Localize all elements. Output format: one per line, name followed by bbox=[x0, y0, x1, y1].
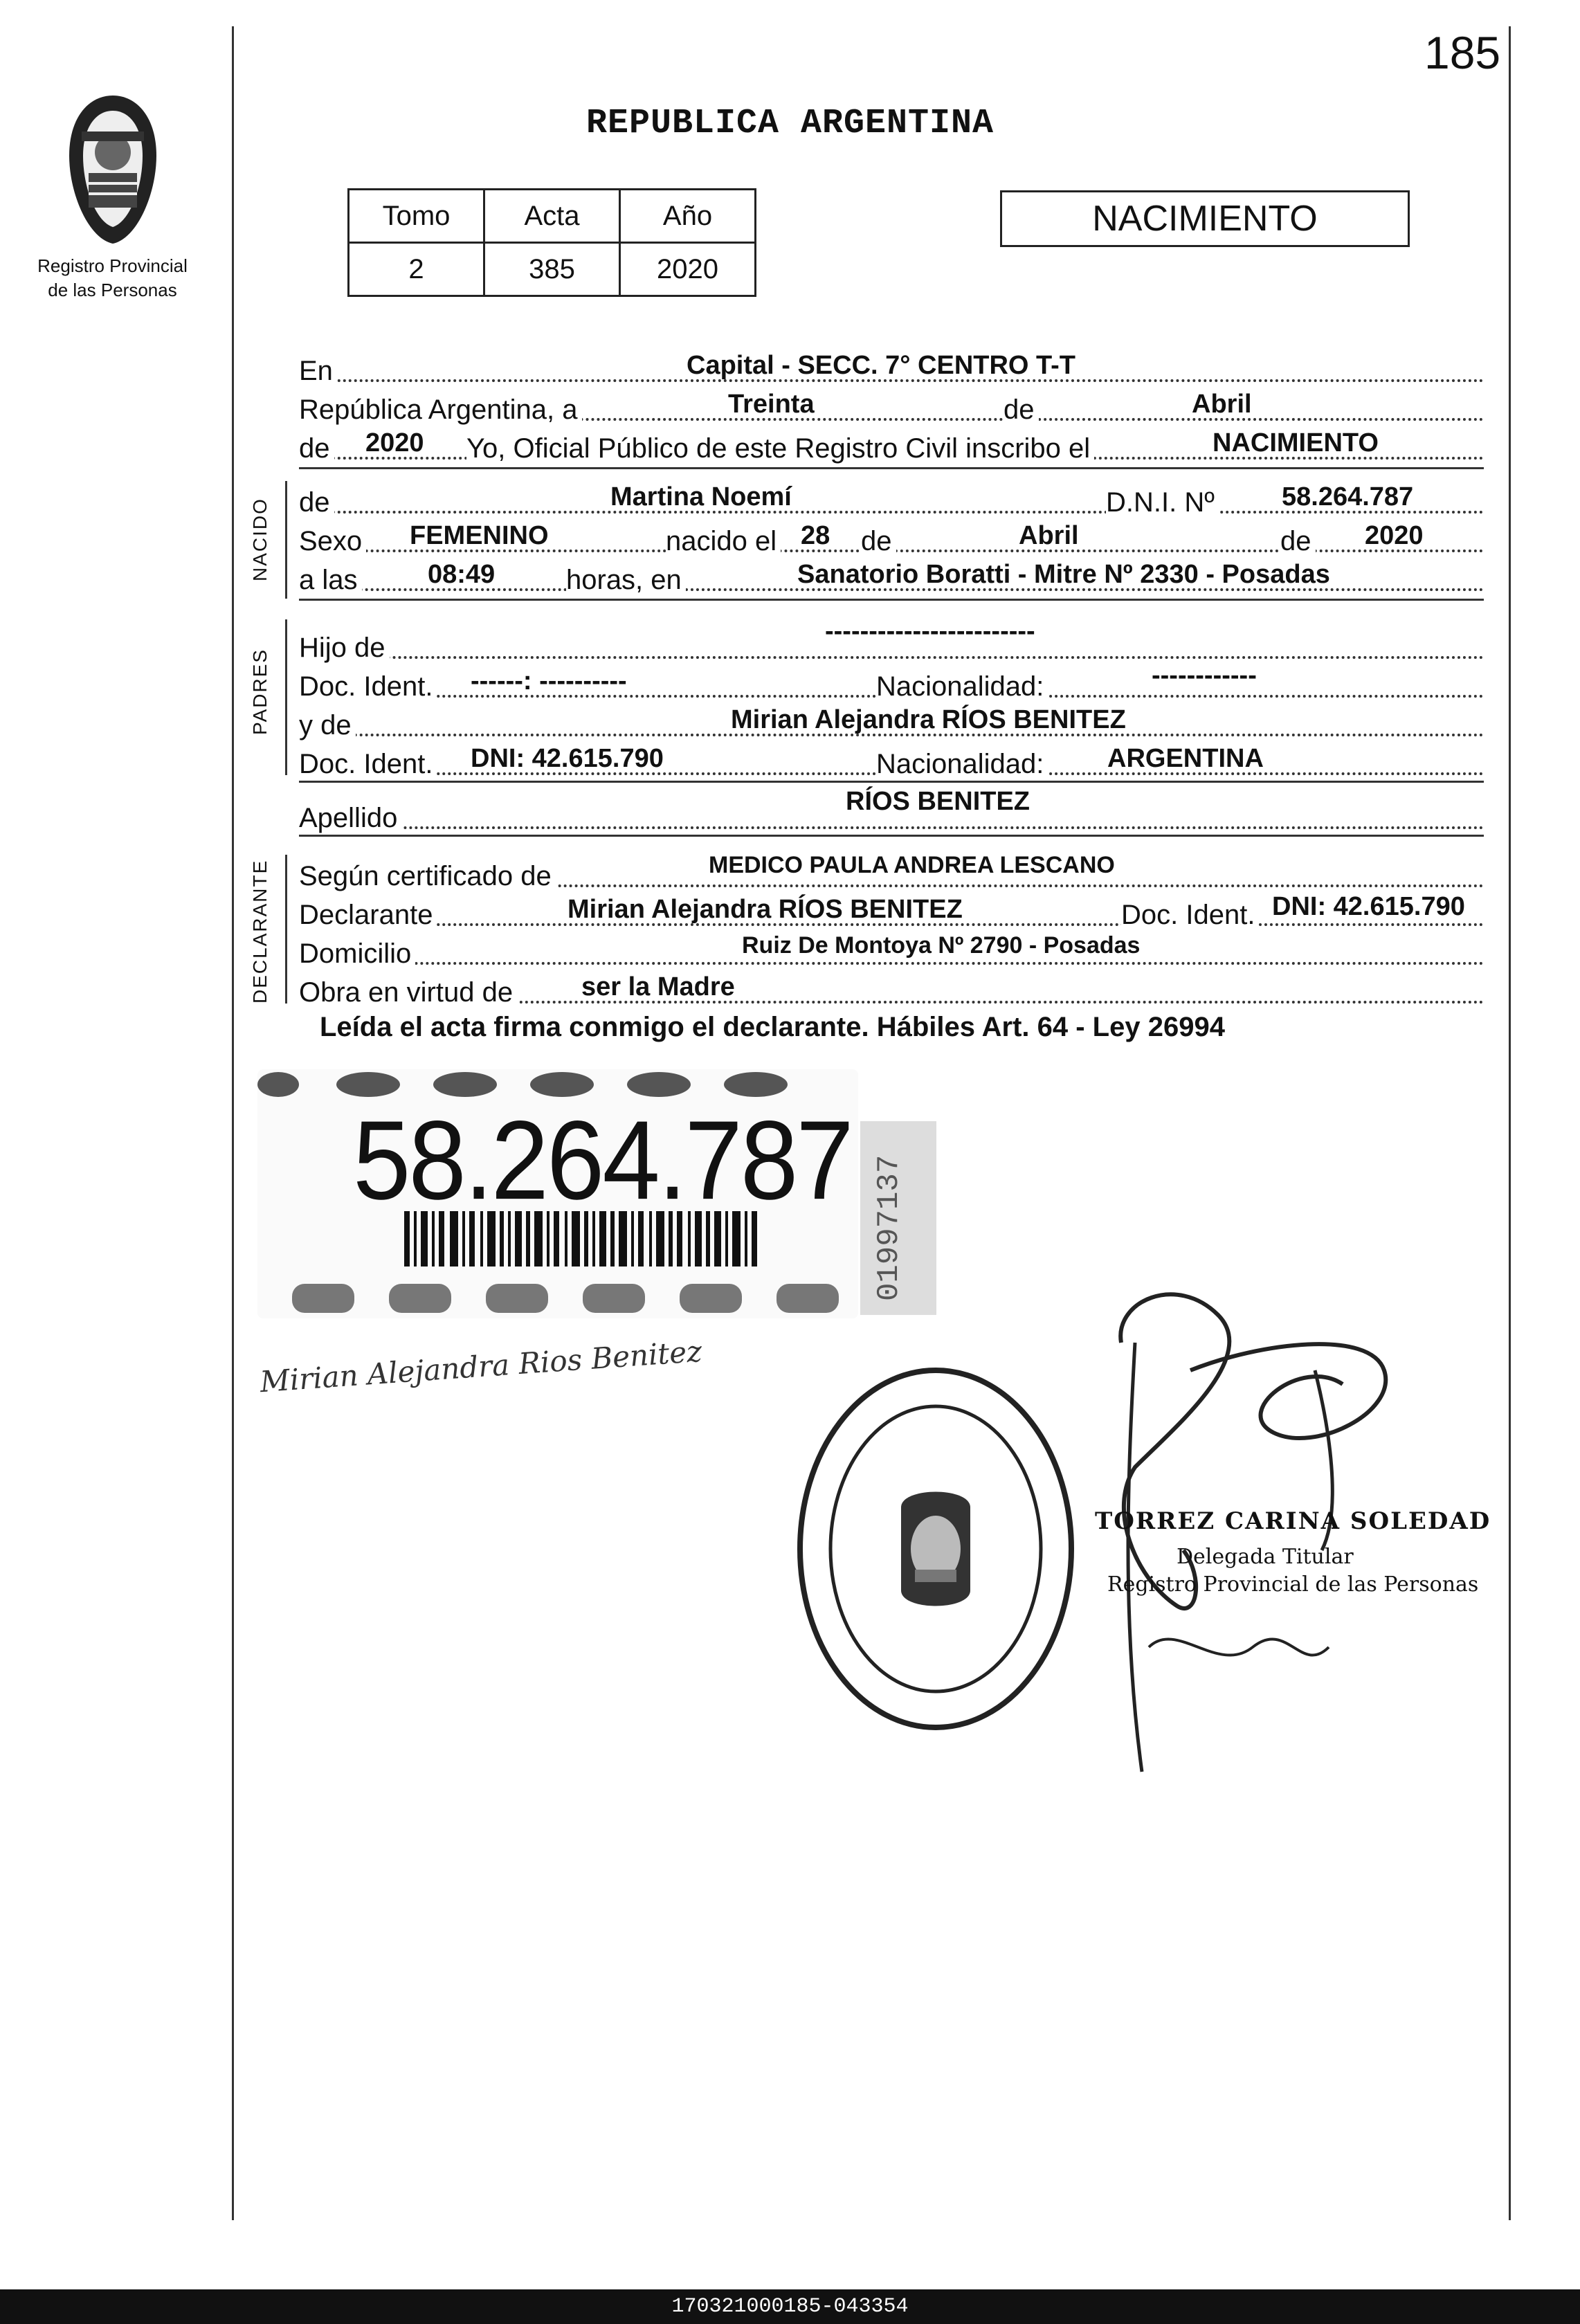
officer-statement: Yo, Oficial Público de este Registro Civil inscribo el bbox=[466, 432, 1094, 465]
declarante-section-label: DECLARANTE bbox=[249, 859, 271, 1004]
nacido-label: nacido el bbox=[666, 525, 781, 558]
row-father bbox=[299, 617, 1484, 664]
en-label: En bbox=[299, 354, 337, 388]
divider-intro bbox=[299, 467, 1484, 469]
logo-caption-line2: de las Personas bbox=[48, 280, 177, 300]
registry-place: Capital - SECC. 7° CENTRO T-T bbox=[687, 351, 1076, 380]
birth-place: Sanatorio Boratti - Mitre Nº 2330 - Posadas bbox=[797, 560, 1330, 589]
registry-year: 2020 bbox=[365, 428, 424, 457]
row-certificate bbox=[299, 851, 1484, 893]
divider-nacido bbox=[299, 599, 1484, 601]
closing-statement: Leída el acta firma conmigo el declarante. Hábiles Art. 64 - Ley 26994 bbox=[320, 1012, 1225, 1042]
birth-year: 2020 bbox=[1365, 521, 1424, 550]
surname: RÍOS BENITEZ bbox=[846, 787, 1030, 816]
birth-day: 28 bbox=[801, 521, 830, 550]
record-name: NACIMIENTO bbox=[1213, 428, 1379, 457]
padres-bracket bbox=[285, 619, 287, 775]
y-de-label: y de bbox=[299, 709, 356, 742]
acta-header: Acta bbox=[484, 190, 620, 243]
page-number: 185 bbox=[1424, 27, 1501, 78]
de-label: de bbox=[1004, 393, 1039, 426]
nacido-bracket bbox=[285, 481, 287, 599]
declarant-doc: DNI: 42.615.790 bbox=[1272, 892, 1465, 921]
row-republica bbox=[299, 385, 1484, 426]
child-sex: FEMENINO bbox=[410, 521, 549, 550]
declarant-label: Declarante bbox=[299, 898, 437, 932]
horas-label: horas, en bbox=[566, 563, 686, 597]
divider-apellido bbox=[299, 835, 1484, 837]
row-year bbox=[299, 424, 1484, 465]
row-father-doc bbox=[299, 662, 1484, 703]
declarant-name: Mirian Alejandra RÍOS BENITEZ bbox=[567, 895, 963, 924]
row-mother-doc bbox=[299, 739, 1484, 781]
father-doc-label: Doc. Ident. bbox=[299, 670, 437, 703]
acta-value: 385 bbox=[484, 243, 620, 296]
country-title: REPUBLICA ARGENTINA bbox=[585, 104, 995, 143]
left-margin-line bbox=[232, 26, 234, 2220]
father-name: ------------------------ bbox=[825, 617, 1035, 646]
row-en bbox=[299, 346, 1484, 388]
footer-document-code: 170321000185-043354 bbox=[0, 2289, 1580, 2324]
mother-nat-label: Nacionalidad: bbox=[876, 747, 1048, 781]
divider-padres bbox=[299, 781, 1484, 783]
row-mother bbox=[299, 700, 1484, 742]
birth-de-label: de bbox=[861, 525, 896, 558]
anio-header: Año bbox=[620, 190, 756, 243]
declarant-reason: ser la Madre bbox=[581, 972, 735, 1001]
birth-time: 08:49 bbox=[428, 560, 496, 589]
dni-label: D.N.I. Nº bbox=[1106, 486, 1219, 519]
row-declarant bbox=[299, 890, 1484, 932]
sticker-top-pattern bbox=[257, 1072, 788, 1097]
declarante-bracket bbox=[285, 855, 287, 1004]
nacido-section-label: NACIDO bbox=[249, 498, 271, 581]
officer-name: TORREZ CARINA SOLEDAD bbox=[1095, 1507, 1491, 1535]
birth-month: Abril bbox=[1019, 521, 1079, 550]
certificate-by: MEDICO PAULA ANDREA LESCANO bbox=[709, 852, 1115, 878]
child-dni: 58.264.787 bbox=[1282, 482, 1414, 511]
mother-name: Mirian Alejandra RÍOS BENITEZ bbox=[731, 705, 1126, 734]
declarant-doc-label: Doc. Ident. bbox=[1121, 898, 1259, 932]
row-address bbox=[299, 929, 1484, 970]
child-name: Martina Noemí bbox=[610, 482, 792, 511]
birth-de-label2: de bbox=[1280, 525, 1316, 558]
official-stamp-icon bbox=[790, 1362, 1081, 1736]
row-surname bbox=[299, 787, 1484, 835]
officer-role: Delegada Titular bbox=[1177, 1545, 1354, 1569]
address: Ruiz De Montoya Nº 2790 - Posadas bbox=[742, 932, 1141, 959]
domicilio-label: Domicilio bbox=[299, 937, 415, 970]
sticker-serial: 01997137 bbox=[872, 1154, 907, 1301]
handwritten-declarant-name: Mirian Alejandra Rios Benitez bbox=[259, 1334, 703, 1399]
cert-label: Según certificado de bbox=[299, 860, 556, 893]
year-prefix-label: de bbox=[299, 432, 334, 465]
row-child-name bbox=[299, 478, 1484, 519]
sticker-bottom-pattern bbox=[292, 1284, 839, 1313]
republica-label: República Argentina, a bbox=[299, 393, 582, 426]
registry-day: Treinta bbox=[728, 390, 815, 419]
obra-label: Obra en virtud de bbox=[299, 976, 517, 1009]
father-doc: ------: ---------- bbox=[471, 666, 627, 696]
padres-section-label: PADRES bbox=[249, 648, 271, 735]
row-time-place bbox=[299, 555, 1484, 597]
record-type-box: NACIMIENTO bbox=[1000, 190, 1410, 247]
logo-caption-line1: Registro Provincial bbox=[37, 255, 188, 276]
registry-month: Abril bbox=[1192, 390, 1252, 419]
right-margin-line bbox=[1509, 26, 1511, 2220]
mother-doc-label: Doc. Ident. bbox=[299, 747, 437, 781]
father-nat-label: Nacionalidad: bbox=[876, 670, 1048, 703]
father-nationality: ------------ bbox=[1152, 661, 1257, 690]
row-reason bbox=[299, 968, 1484, 1009]
apellido-label: Apellido bbox=[299, 801, 401, 835]
a-las-label: a las bbox=[299, 563, 362, 597]
anio-value: 2020 bbox=[620, 243, 756, 296]
child-de-label: de bbox=[299, 486, 334, 519]
reference-table bbox=[347, 188, 756, 297]
sticker-id-number: 58.264.787 bbox=[353, 1097, 852, 1223]
officer-office: Registro Provincial de las Personas bbox=[1107, 1572, 1479, 1597]
tomo-header: Tomo bbox=[349, 190, 484, 243]
mother-nationality: ARGENTINA bbox=[1107, 744, 1264, 773]
hijo-label: Hijo de bbox=[299, 631, 390, 664]
row-sex-birth bbox=[299, 516, 1484, 558]
sexo-label: Sexo bbox=[299, 525, 366, 558]
tomo-value: 2 bbox=[349, 243, 484, 296]
mother-doc: DNI: 42.615.790 bbox=[471, 744, 664, 773]
